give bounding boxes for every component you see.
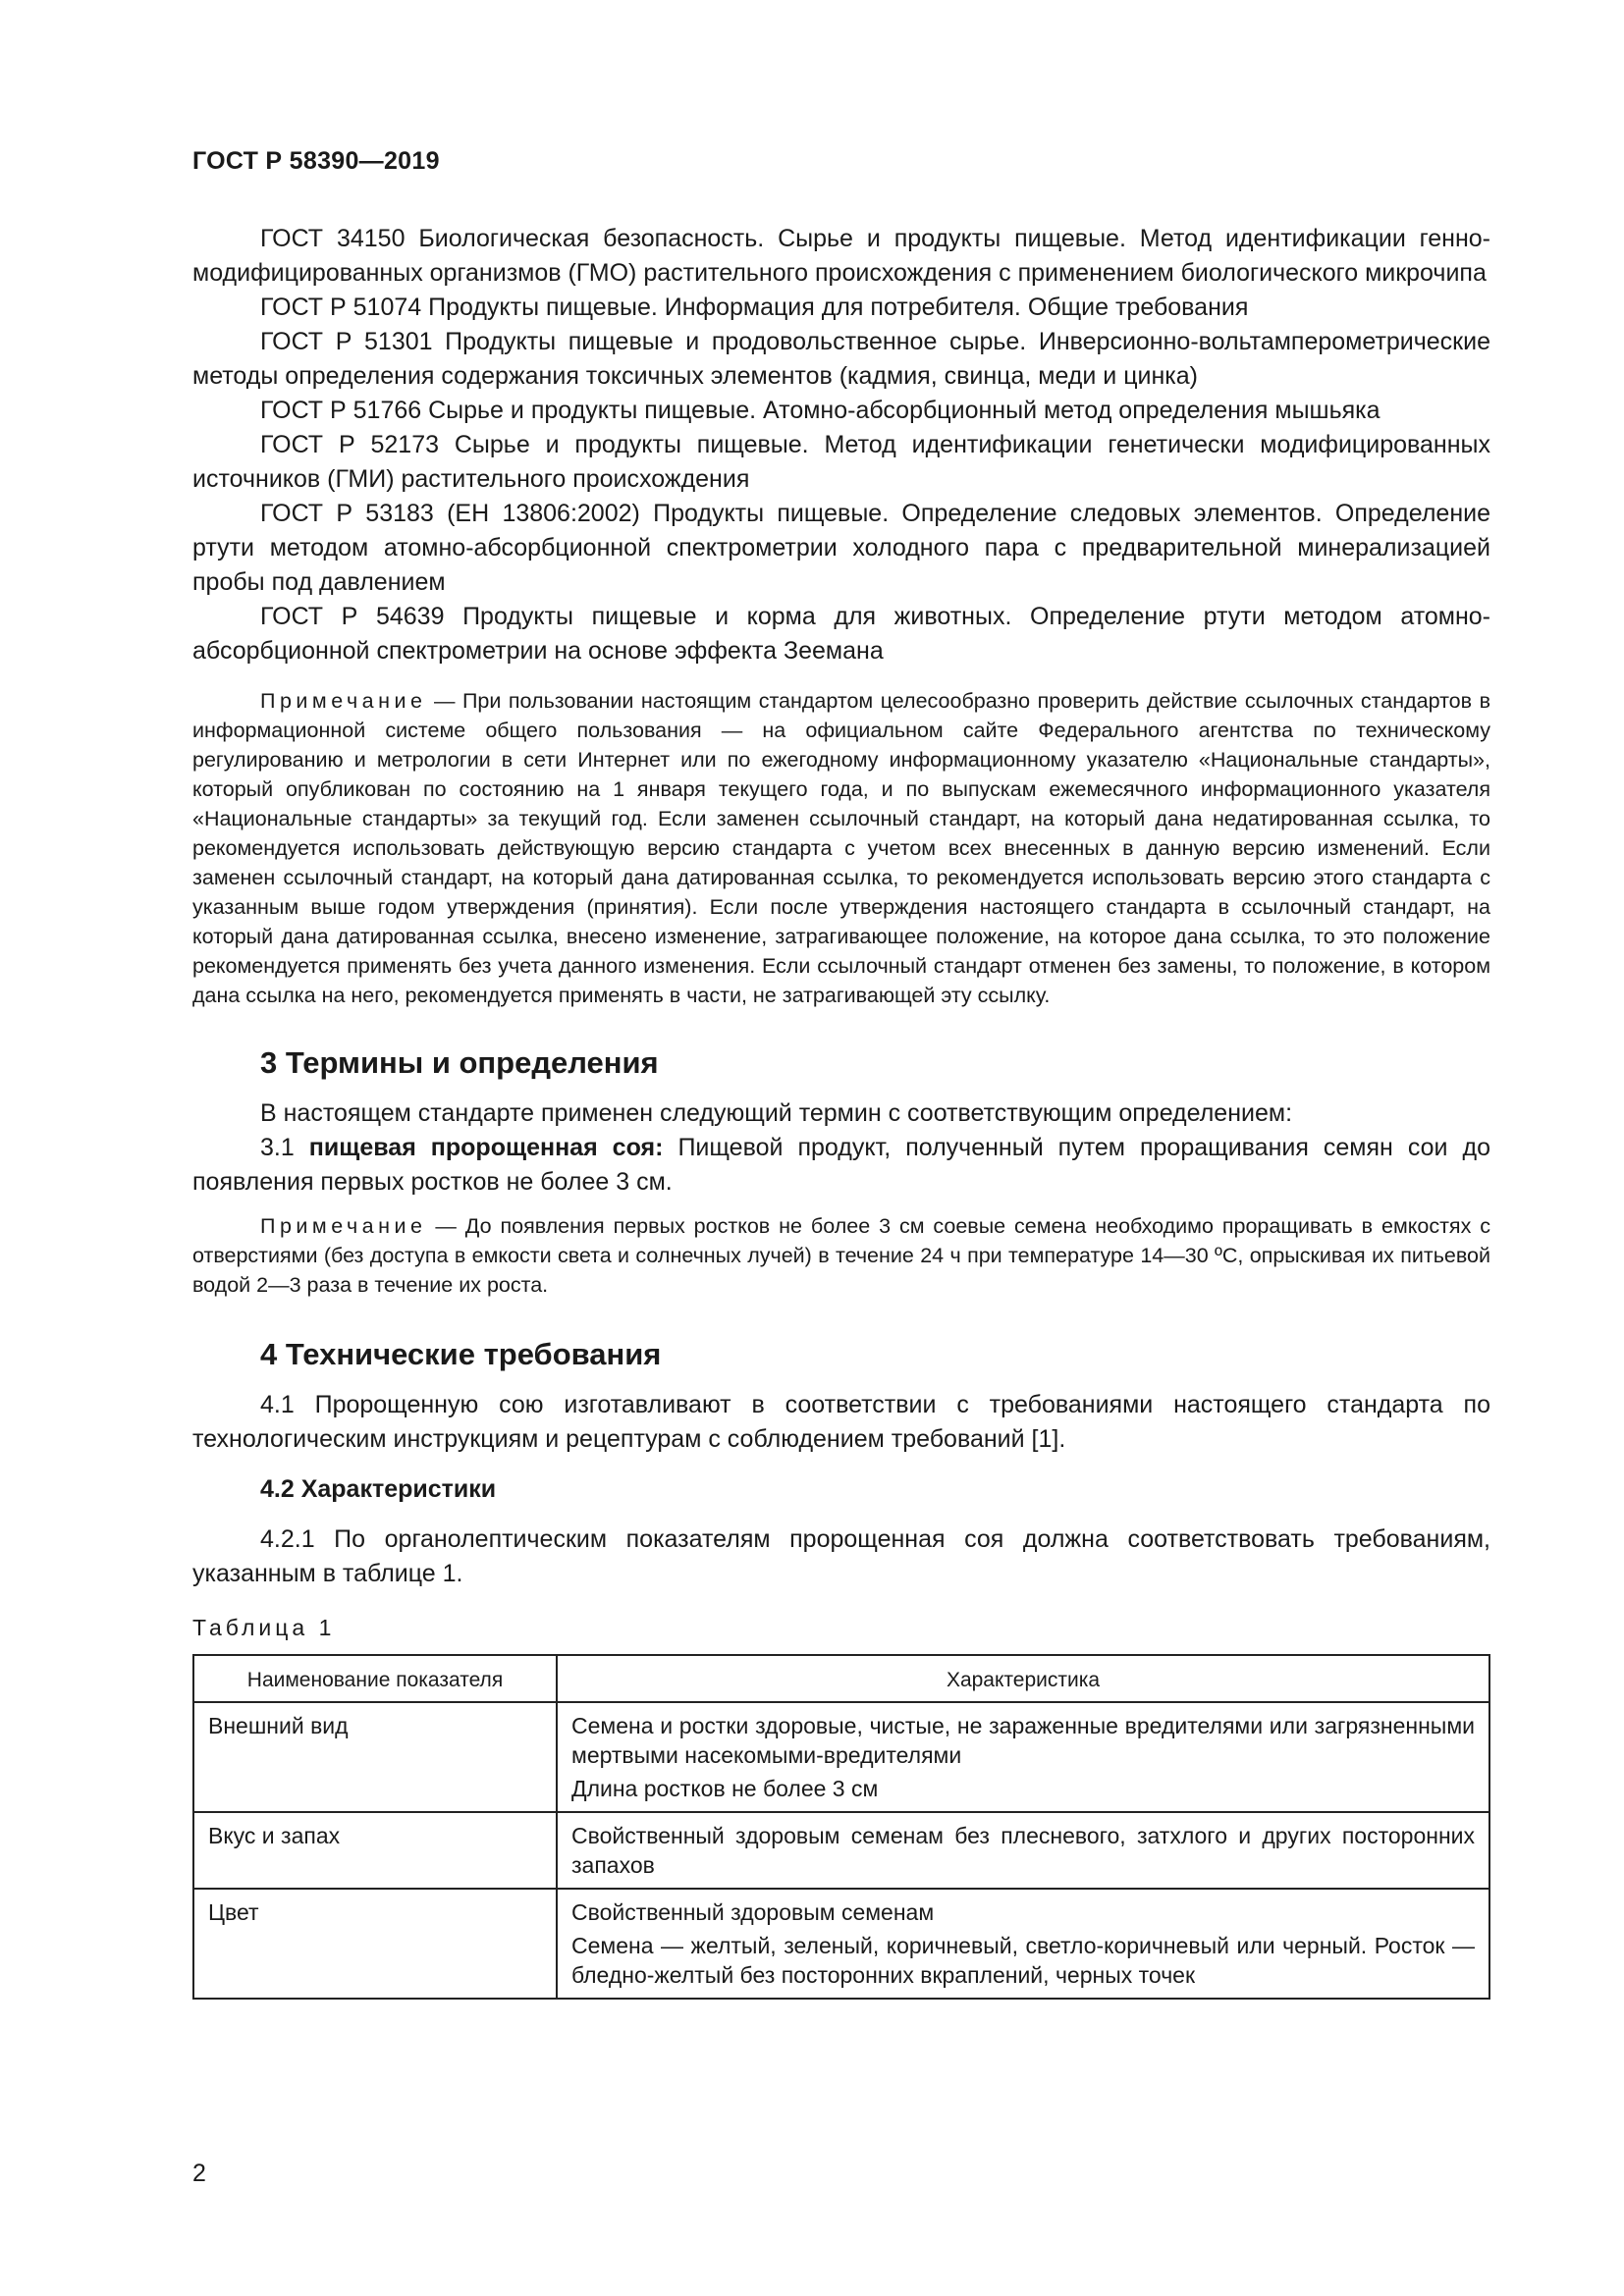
paragraph-4-2-1: 4.2.1 По органолептическим показателям пророщенная соя должна соответствовать требованиям, указанным в таблице 1. [192, 1525, 1490, 1587]
section-3-intro: В настоящем стандарте применен следующий термин с соответствующим определением: [260, 1099, 1293, 1127]
table-cell: Внешний вид [193, 1702, 557, 1812]
references-note [192, 686, 1490, 1010]
running-header: ГОСТ Р 58390—2019 [192, 147, 440, 175]
definition-text: Пищевой продукт, полученный путем проращивания семян сои до появления первых ростков не более 3 см. [192, 1134, 1490, 1196]
table-cell [557, 1702, 1489, 1812]
cell-line: Семена — желтый, зеленый, коричневый, светло-коричневый или черный. Росток — бледно-желтый без посторонних вкраплений, черных точек [571, 1933, 1475, 1988]
subsection-4-2-heading: 4.2 Характеристики [260, 1475, 497, 1503]
table-cell [557, 1812, 1489, 1889]
note-text: — При пользовании настоящим стандартом целесообразно проверить действие ссылочных стандартов в информационной системе общего пользования — на официальном сайте Федерального агентства по техническому регулированию и метрологии в сети Интернет или по ежегодному информационному указателю «Национальные стандарты», который опубликован по состоянию на 1 января текущего года, и по выпускам ежемесячного информационного указателя «Национальные стандарты» за текущий год. Если заменен ссылочный стандарт, на который дана недатированная ссылка, то рекомендуется использовать действующую версию стандарта с учетом всех внесенных в данную версию изменений. Если заменен ссылочный стандарт, на который дана датированная ссылка, то рекомендуется использовать версию этого стандарта с указанным выше годом утверждения (принятия). Если после утверждения настоящего стандарта в ссылочный стандарт, на который дана датированная ссылка, внесено изменение, затрагивающее положение, на которое дана ссылка, то это положение рекомендуется применять без учета данного изменения. Если ссылочный стандарт отменен без замены, то положение, в котором дана ссылка на него, рекомендуется применять в части, не затрагивающей эту ссылку. [192, 689, 1490, 1007]
reference-item: ГОСТ Р 54639 Продукты пищевые и корма для животных. Определение ртути методом атомно-абсорбционной спектрометрии на основе эффекта Зеемана [192, 603, 1490, 665]
term: пищевая пророщенная соя: [308, 1134, 664, 1161]
term-definition [192, 1131, 1490, 1200]
cell-line: Свойственный здоровым семенам без плесневого, затхлого и других посторонних запахов [571, 1823, 1475, 1878]
reference-item: ГОСТ Р 51301 Продукты пищевые и продовольственное сырье. Инверсионно-вольтамперометрические методы определения содержания токсичных элементов (кадмия, свинца, меди и цинка) [192, 328, 1490, 390]
term-number: 3.1 [260, 1134, 309, 1161]
term-note [192, 1211, 1490, 1300]
reference-item: ГОСТ 34150 Биологическая безопасность. Сырье и продукты пищевые. Метод идентификации генно-модифицированных организмов (ГМО) растительного происхождения с применением биологического микрочипа [192, 225, 1490, 287]
cell-line: Семена и ростки здоровые, чистые, не зараженные вредителями или загрязненными мертвыми насекомыми-вредителями [571, 1713, 1475, 1768]
reference-item: ГОСТ Р 52173 Сырье и продукты пищевые. Метод идентификации генетически модифицированных источников (ГМИ) растительного происхождения [192, 431, 1490, 493]
page-content [192, 222, 1490, 2000]
note-label: Примечание [260, 689, 427, 713]
table-row [193, 1889, 1489, 1999]
reference-item: ГОСТ Р 51074 Продукты пищевые. Информация для потребителя. Общие требования [260, 294, 1249, 321]
normative-references [192, 222, 1490, 668]
section-4-heading: 4 Технические требования [260, 1337, 662, 1371]
section-3-heading: 3 Термины и определения [260, 1045, 659, 1080]
table-header-row [193, 1655, 1489, 1702]
note-label: Примечание [260, 1214, 427, 1238]
paragraph-4-1: 4.1 Пророщенную сою изготавливают в соответствии с требованиями настоящего стандарта по технологическим инструкциям и рецептурам с соблюдением требований [1]. [192, 1391, 1490, 1453]
table-cell: Вкус и запах [193, 1812, 557, 1889]
reference-item: ГОСТ Р 53183 (ЕН 13806:2002) Продукты пищевые. Определение следовых элементов. Определение ртути методом атомно-абсорбционной спектрометрии холодного пара с предварительной минерализацией пробы под давлением [192, 500, 1490, 596]
note-text: — До появления первых ростков не более 3 см соевые семена необходимо проращивать в емкостях с отверстиями (без доступа в емкости света и солнечных лучей) в течение 24 ч при температуре 14—30 ºС, опрыскивая их питьевой водой 2—3 раза в течение их роста. [192, 1214, 1490, 1297]
table-cell [557, 1889, 1489, 1999]
table-1 [192, 1654, 1490, 2000]
cell-line: Свойственный здоровым семенам [571, 1899, 935, 1925]
reference-item: ГОСТ Р 51766 Сырье и продукты пищевые. Атомно-абсорбционный метод определения мышьяка [260, 397, 1380, 424]
column-header: Характеристика [557, 1655, 1489, 1702]
cell-line: Длина ростков не более 3 см [571, 1776, 879, 1801]
table-caption: Таблица 1 [192, 1615, 336, 1640]
table-row [193, 1812, 1489, 1889]
table-cell: Цвет [193, 1889, 557, 1999]
table-row [193, 1702, 1489, 1812]
column-header: Наименование показателя [193, 1655, 557, 1702]
page-number: 2 [192, 2160, 206, 2187]
